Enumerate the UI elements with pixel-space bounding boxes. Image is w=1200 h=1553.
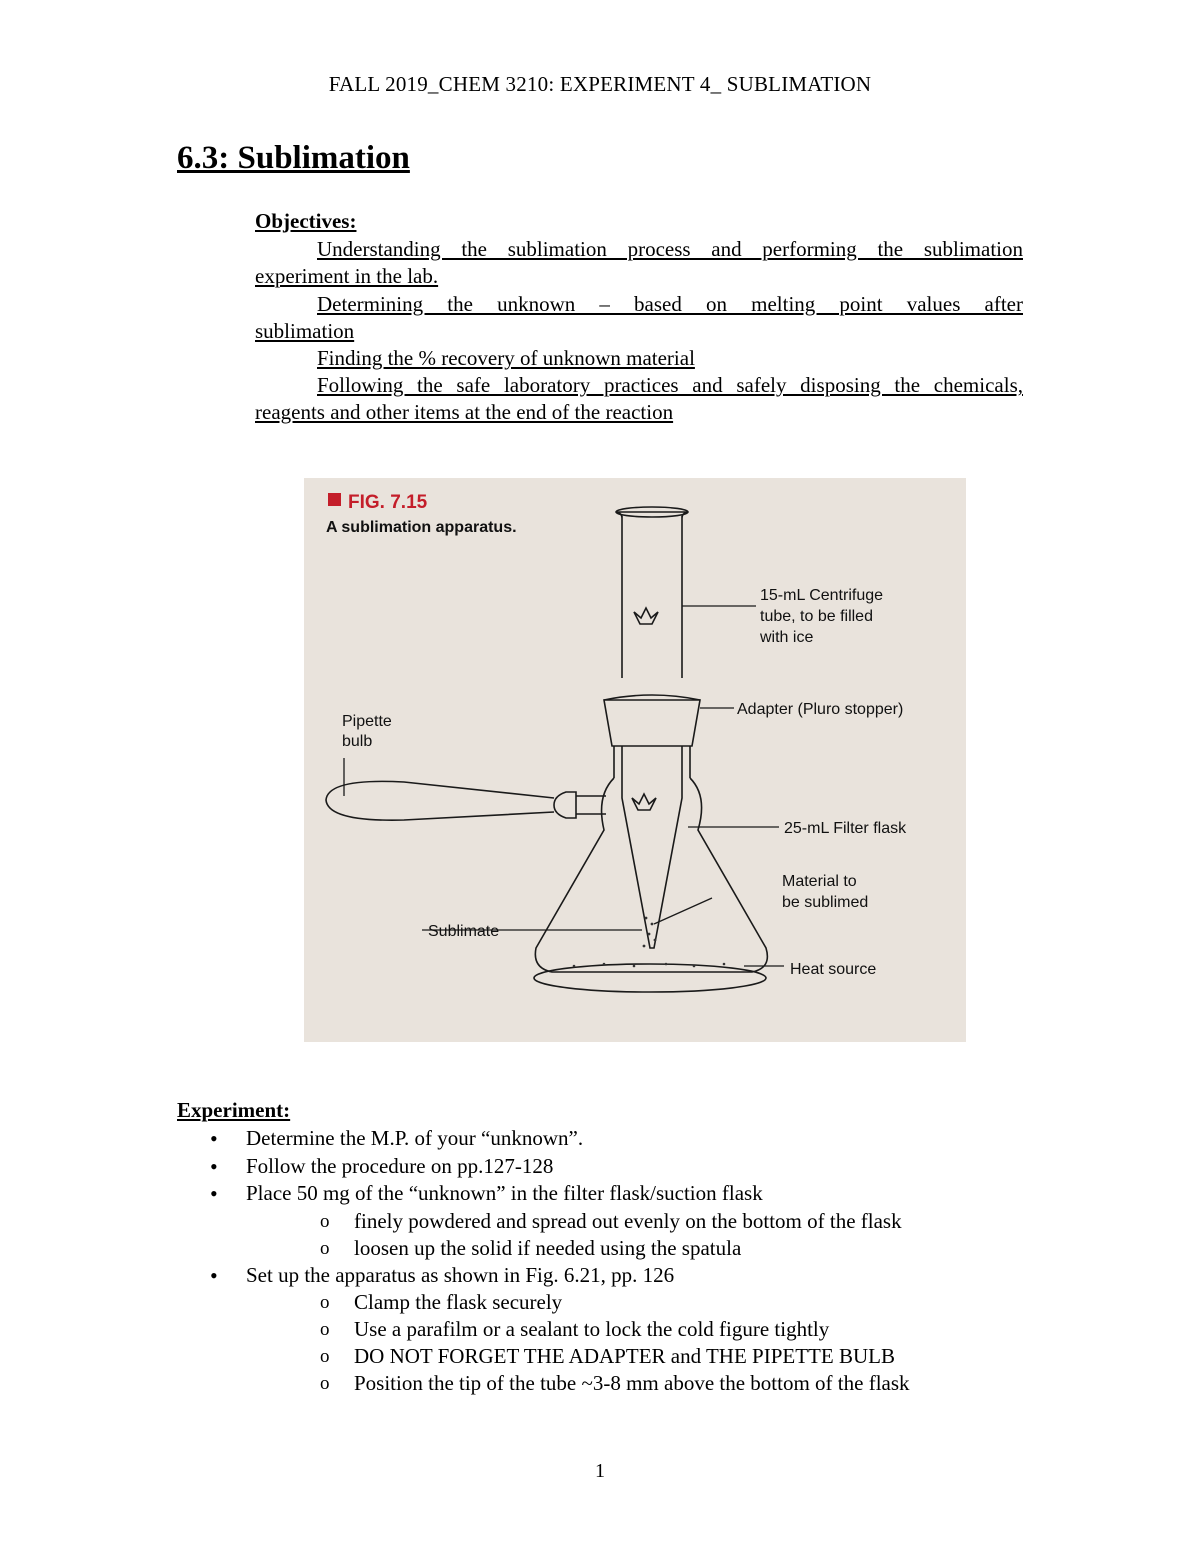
experiment-substep: o Position the tip of the tube ~3-8 mm above the bottom of the flask	[282, 1370, 910, 1397]
experiment-list	[210, 1125, 910, 1397]
experiment-substep: o DO NOT FORGET THE ADAPTER and THE PIPETTE BULB	[282, 1343, 910, 1370]
label-adapter: Adapter (Pluro stopper)	[737, 701, 904, 718]
label-pipette-2: bulb	[342, 733, 373, 750]
experiment-step-3-substeps	[246, 1208, 910, 1262]
label-tube-1: 15-mL Centrifuge	[760, 587, 884, 604]
figure-background	[304, 478, 966, 1042]
label-sublimate: Sublimate	[428, 923, 500, 940]
experiment-substep: o loosen up the solid if needed using the spatula	[282, 1235, 910, 1262]
objective-2-line-1: Determining the unknown – based on melting point values after	[317, 292, 1023, 316]
figure-marker-square	[328, 493, 341, 506]
page-title: 6.3: Sublimation	[177, 140, 410, 176]
experiment-step-4-substeps	[246, 1289, 910, 1397]
experiment-substep: o Clamp the flask securely	[282, 1289, 910, 1316]
figure-caption: A sublimation apparatus.	[326, 519, 517, 536]
experiment-step-4: • Set up the apparatus as shown in Fig. 6.21, pp. 126 o Clamp the flask securely o Use a parafilm or a sealant to lock the cold figure tightly o DO NOT FORGET THE ADAPTER and THE PIPETTE BULB o Position the tip of the tube ~3-8 mm above the bottom of the flask	[210, 1262, 910, 1398]
label-tube-3: with ice	[760, 629, 814, 646]
experiment-substep: o finely powdered and spread out evenly on the bottom of the flask	[282, 1208, 910, 1235]
objectives-label: Objectives:	[255, 209, 357, 233]
objective-4-line-1: Following the safe laboratory practices and safely disposing the chemicals,	[317, 373, 1023, 397]
figure-number: FIG. 7.15	[348, 492, 428, 513]
label-flask: 25-mL Filter flask	[784, 820, 907, 837]
label-pipette-1: Pipette	[342, 713, 392, 730]
experiment-step-2: • Follow the procedure on pp.127-128	[210, 1153, 910, 1181]
sublimation-apparatus-figure	[304, 478, 966, 1042]
page-header: FALL 2019_CHEM 3210: EXPERIMENT 4_ SUBLIMATION	[328, 72, 872, 96]
experiment-step-3: • Place 50 mg of the “unknown” in the filter flask/suction flask o finely powdered and spread out evenly on the bottom of the flask o loosen up the solid if needed using the spatula	[210, 1180, 910, 1262]
objective-2-line-2: sublimation	[255, 319, 355, 343]
experiment-substep: o Use a parafilm or a sealant to lock the cold figure tightly	[282, 1316, 910, 1343]
experiment-step-1: • Determine the M.P. of your “unknown”.	[210, 1125, 910, 1153]
label-material-1: Material to	[782, 873, 857, 890]
page-number: 1	[595, 1460, 605, 1482]
experiment-label: Experiment:	[177, 1098, 291, 1122]
objective-1-line-1: Understanding the sublimation process and performing the sublimation	[317, 237, 1023, 261]
objective-4-line-2: reagents and other items at the end of the reaction	[255, 400, 674, 424]
label-tube-2: tube, to be filled	[760, 608, 873, 625]
label-heat-source: Heat source	[790, 961, 877, 978]
label-material-2: be sublimed	[782, 894, 869, 911]
objective-3-line-1: Finding the % recovery of unknown material	[317, 346, 695, 370]
objective-1-line-2: experiment in the lab.	[255, 264, 439, 288]
